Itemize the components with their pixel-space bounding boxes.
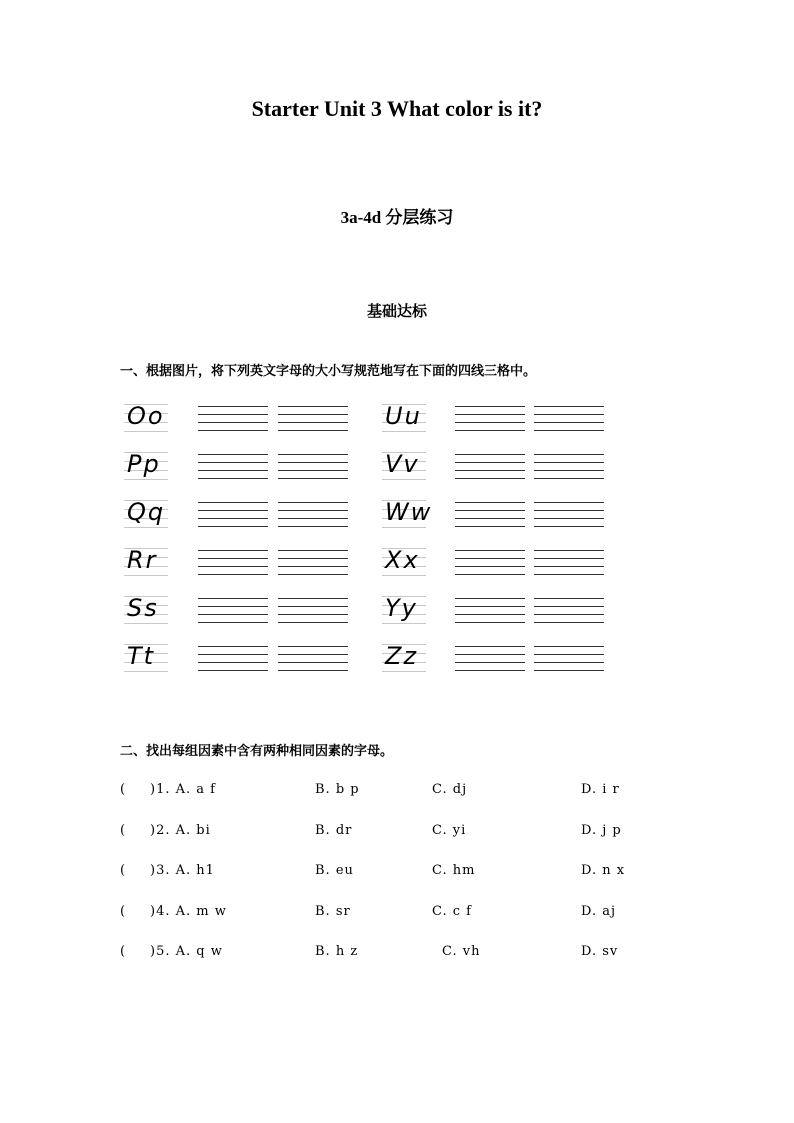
option-b: B. b p <box>315 782 360 797</box>
letter-model <box>124 592 168 626</box>
letter-model <box>382 640 426 674</box>
four-line-writing-box[interactable] <box>278 550 348 575</box>
option-c: C. vh <box>442 944 481 959</box>
answer-paren[interactable]: ( <box>120 823 127 838</box>
option-d: D. j p <box>581 823 622 838</box>
four-line-writing-box[interactable] <box>198 550 268 575</box>
letter-model <box>382 448 426 482</box>
question-row <box>120 904 680 922</box>
letter-model <box>124 640 168 674</box>
letter-pair: Xx <box>385 546 420 574</box>
letter-pair: Ww <box>385 498 433 526</box>
option-a: )3. A. h1 <box>150 863 215 878</box>
letter-pair: Rr <box>127 546 158 574</box>
four-line-writing-box[interactable] <box>455 502 525 527</box>
option-d: D. aj <box>581 904 617 919</box>
four-line-writing-box[interactable] <box>198 646 268 671</box>
letter-pair: Zz <box>385 642 419 670</box>
letter-model <box>124 400 168 434</box>
four-line-writing-box[interactable] <box>278 598 348 623</box>
four-line-writing-box[interactable] <box>455 598 525 623</box>
option-b: B. eu <box>315 863 354 878</box>
four-line-writing-box[interactable] <box>198 406 268 431</box>
letter-pair: Vv <box>385 450 420 478</box>
letter-model <box>124 448 168 482</box>
option-d: D. i r <box>581 782 620 797</box>
four-line-writing-box[interactable] <box>198 502 268 527</box>
letter-pair: Oo <box>127 402 165 430</box>
letter-pair: Uu <box>385 402 422 430</box>
four-line-writing-box[interactable] <box>198 598 268 623</box>
letter-pair: Tt <box>127 642 156 670</box>
letter-pair: Qq <box>127 498 166 526</box>
option-b: B. h z <box>315 944 359 959</box>
option-d: D. sv <box>581 944 619 959</box>
answer-paren[interactable]: ( <box>120 944 127 959</box>
answer-paren[interactable]: ( <box>120 863 127 878</box>
answer-paren[interactable]: ( <box>120 782 127 797</box>
four-line-writing-box[interactable] <box>534 598 604 623</box>
four-line-writing-box[interactable] <box>278 646 348 671</box>
letter-model <box>382 544 426 578</box>
section-heading: 基础达标 <box>366 304 427 320</box>
option-c: C. dj <box>432 782 468 797</box>
four-line-writing-box[interactable] <box>455 550 525 575</box>
letter-pair: Yy <box>385 594 418 622</box>
part1-heading: 一、根据图片，将下列英文字母的大小写规范地写在下面的四线三格中。 <box>120 364 537 379</box>
four-line-writing-box[interactable] <box>455 454 525 479</box>
four-line-writing-box[interactable] <box>198 454 268 479</box>
option-b: B. dr <box>315 823 353 838</box>
four-line-writing-box[interactable] <box>534 454 604 479</box>
option-c: C. c f <box>432 904 472 919</box>
question-row <box>120 944 680 962</box>
four-line-writing-box[interactable] <box>455 406 525 431</box>
option-a: )5. A. q w <box>150 944 223 959</box>
four-line-writing-box[interactable] <box>278 406 348 431</box>
option-a: )1. A. a f <box>150 782 216 797</box>
option-a: )4. A. m w <box>150 904 227 919</box>
letter-pair: Ss <box>127 594 159 622</box>
question-row <box>120 863 680 881</box>
letter-model <box>124 544 168 578</box>
letter-model <box>382 592 426 626</box>
option-d: D. n x <box>581 863 626 878</box>
option-a: )2. A. bi <box>150 823 211 838</box>
four-line-writing-box[interactable] <box>278 502 348 527</box>
four-line-writing-box[interactable] <box>534 646 604 671</box>
letter-pair: Pp <box>127 450 161 478</box>
four-line-writing-box[interactable] <box>455 646 525 671</box>
four-line-writing-box[interactable] <box>534 406 604 431</box>
question-row <box>120 782 680 800</box>
letter-model <box>382 496 433 530</box>
question-row <box>120 823 680 841</box>
option-c: C. yi <box>432 823 467 838</box>
four-line-writing-box[interactable] <box>278 454 348 479</box>
four-line-writing-box[interactable] <box>534 550 604 575</box>
letter-model <box>382 400 426 434</box>
option-c: C. hm <box>432 863 476 878</box>
option-b: B. sr <box>315 904 351 919</box>
letter-model <box>124 496 168 530</box>
page-title: Starter Unit 3 What color is it? <box>251 96 543 121</box>
four-line-writing-box[interactable] <box>534 502 604 527</box>
answer-paren[interactable]: ( <box>120 904 127 919</box>
page-subtitle: 3a-4d 分层练习 <box>340 208 454 227</box>
part2-heading: 二、找出每组因素中含有两种相同因素的字母。 <box>120 744 394 759</box>
